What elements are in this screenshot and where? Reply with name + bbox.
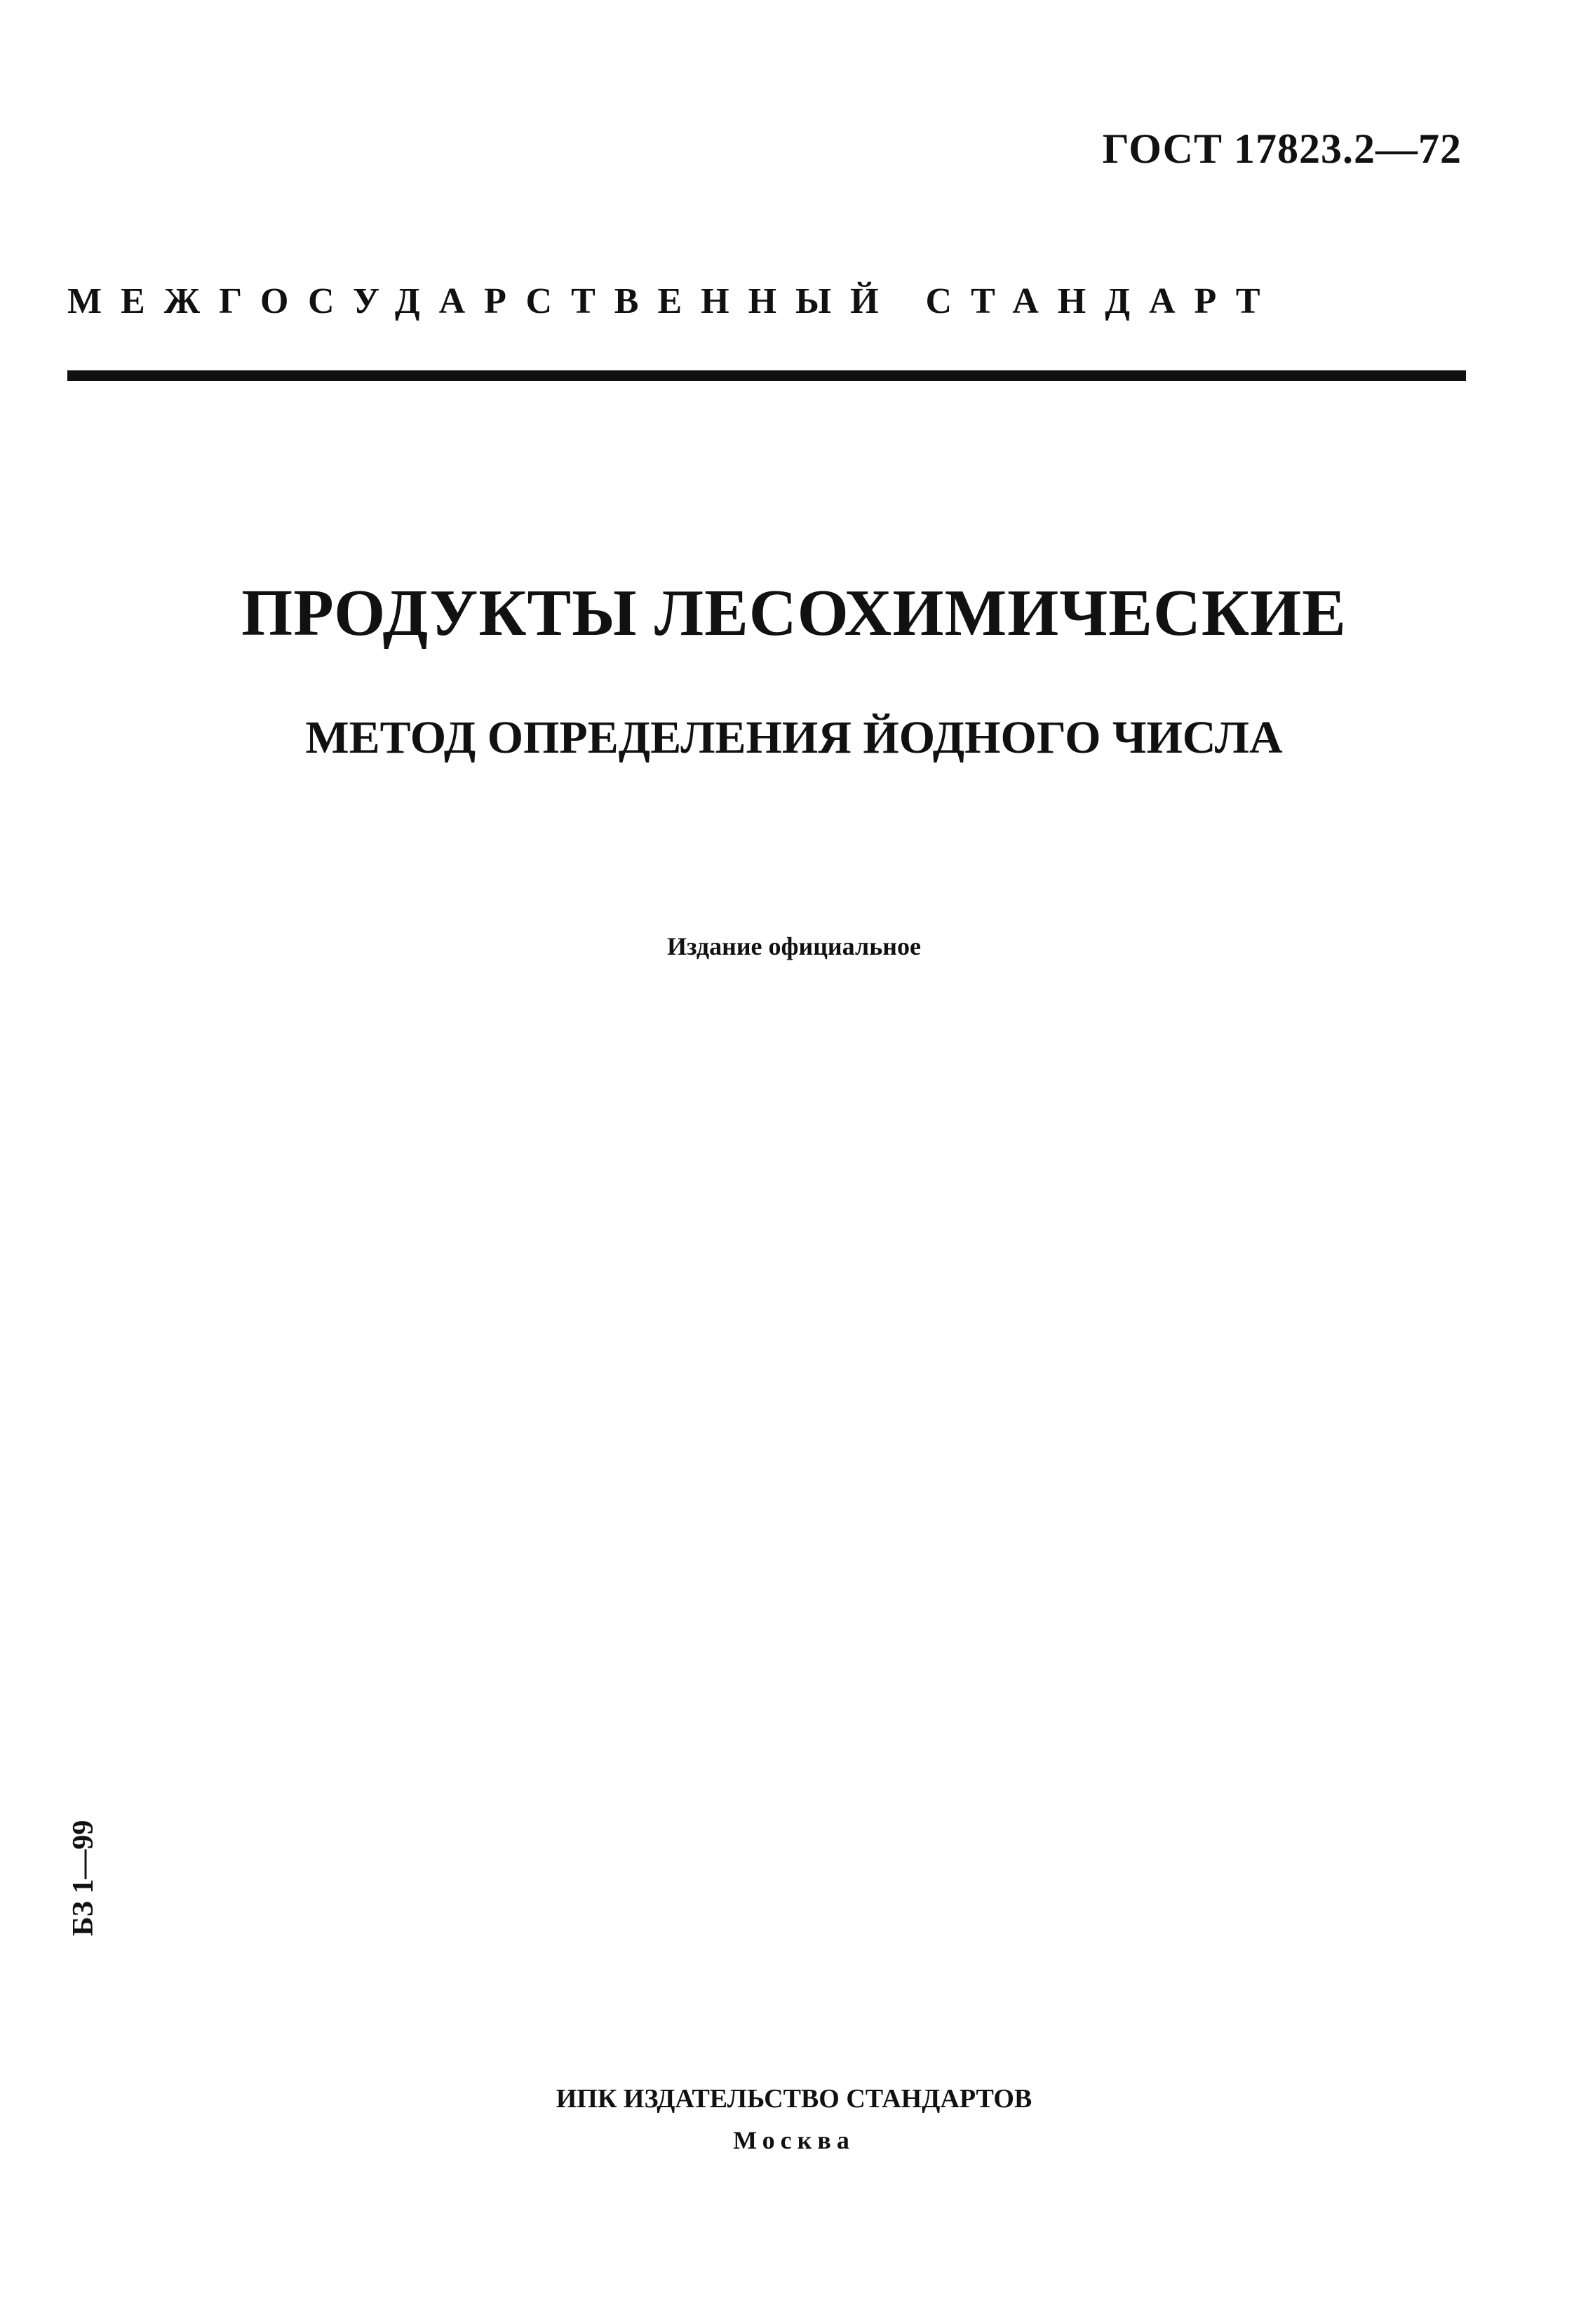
- publisher-name: ИПК ИЗДАТЕЛЬСТВО СТАНДАРТОВ: [556, 2084, 1032, 2114]
- document-subtitle: МЕТОД ОПРЕДЕЛЕНИЯ ЙОДНОГО ЧИСЛА: [305, 712, 1283, 763]
- standard-type-heading: МЕЖГОСУДАРСТВЕННЫЙ СТАНДАРТ: [67, 281, 1279, 321]
- document-number: ГОСТ 17823.2—72: [1102, 126, 1462, 172]
- publisher-city: Москва: [733, 2126, 855, 2154]
- header-divider: [67, 370, 1466, 381]
- edition-note: Издание официальное: [667, 932, 921, 960]
- catalog-margin-note: БЗ 1—99: [67, 1820, 100, 1936]
- document-title: ПРОДУКТЫ ЛЕСОХИМИЧЕСКИЕ: [241, 577, 1347, 650]
